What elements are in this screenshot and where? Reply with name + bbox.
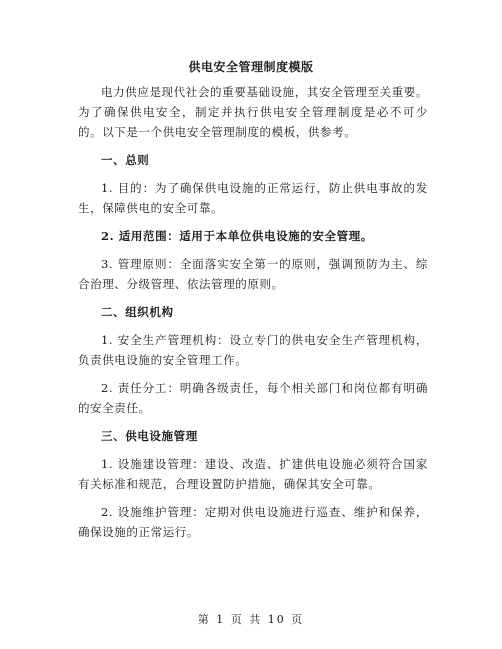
paragraph-management-body: 1. 安全生产管理机构：设立专门的供电安全生产管理机构，负责供电设施的安全管理工作。 <box>78 333 428 367</box>
paragraph-responsibility: 2. 责任分工：明确各级责任，每个相关部门和岗位都有明确的安全责任。 <box>78 381 428 415</box>
page-number-footer: 第 1 页 共 10 页 <box>197 613 305 626</box>
paragraph-purpose: 1. 目的：为了确保供电设施的正常运行，防止供电事故的发生，保障供电的安全可靠。 <box>78 181 428 215</box>
document-body <box>78 82 428 550</box>
intro-paragraph: 电力供应是现代社会的重要基础设施，其安全管理至关重要。为了确保供电安全，制定并执行供电安全管理制度是必不可少的。以下是一个供电安全管理制度的模板，供参考。 <box>78 85 428 139</box>
paragraph-maintenance: 2. 设施维护管理：定期对供电设施进行巡查、维护和保养，确保设施的正常运行。 <box>78 505 428 539</box>
section-heading-organization: 二、组织机构 <box>101 305 174 319</box>
document-title: 供电安全管理制度模版 <box>188 60 314 74</box>
paragraph-principles: 3. 管理原则：全面落实安全第一的原则，强调预防为主、综合治理、分级管理、依法管理的原则。 <box>78 257 428 291</box>
paragraph-construction: 1. 设施建设管理：建设、改造、扩建供电设施必须符合国家有关标准和规范，合理设置防护措施，确保其安全可靠。 <box>78 457 428 491</box>
section-heading-general: 一、总则 <box>101 153 150 167</box>
paragraph-scope: 2. 适用范围：适用于本单位供电设施的安全管理。 <box>101 229 373 243</box>
section-heading-facilities: 三、供电设施管理 <box>101 429 198 443</box>
